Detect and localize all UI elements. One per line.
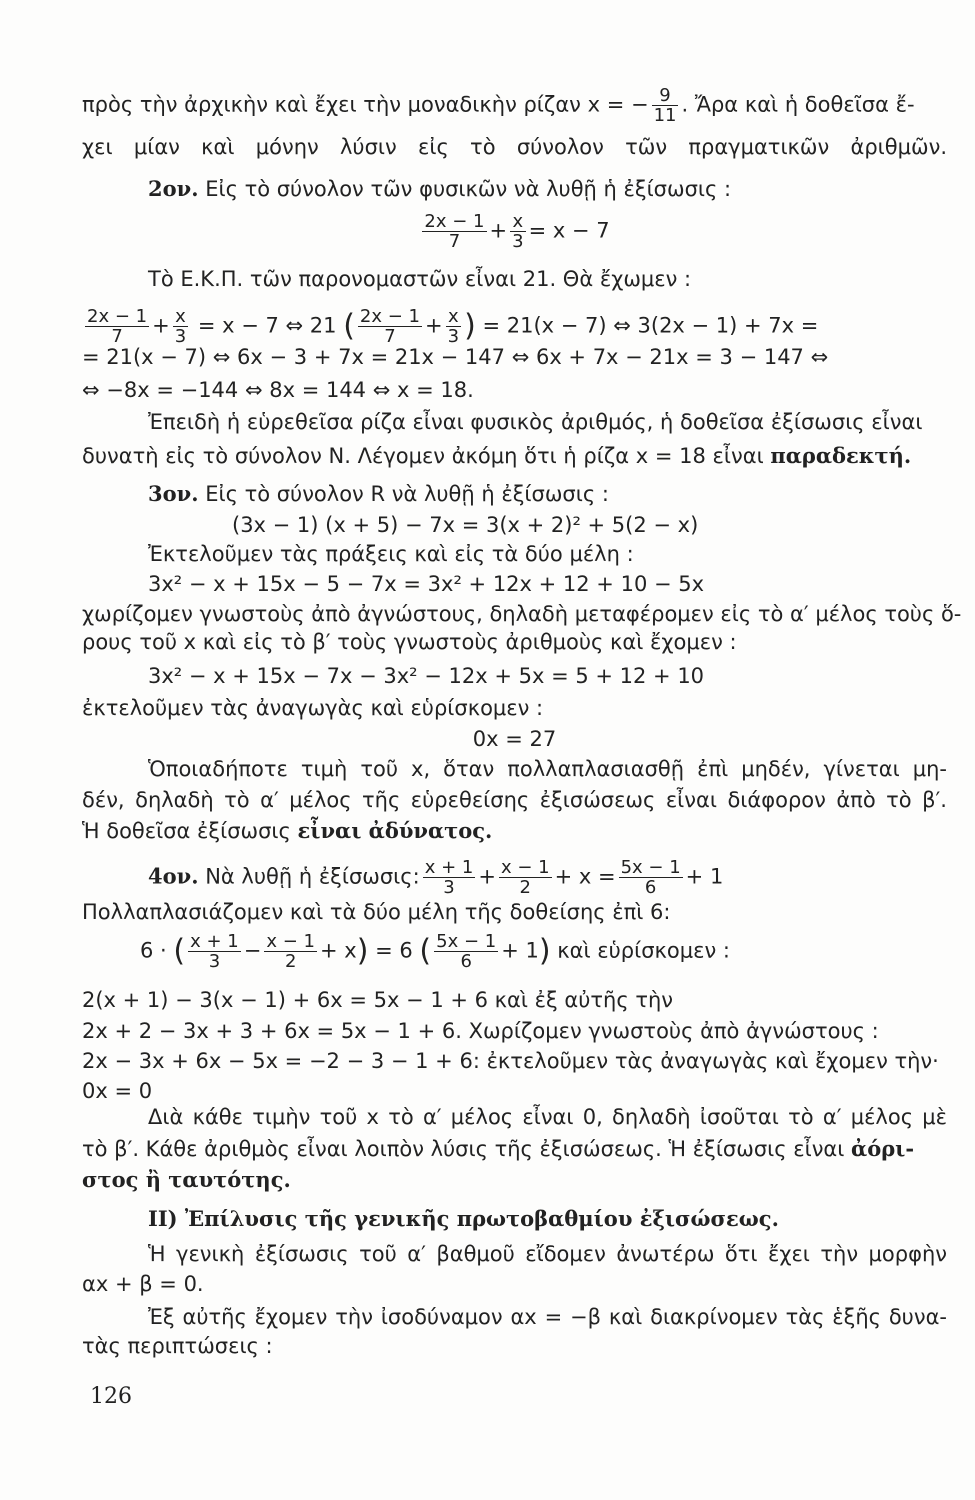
page-number: 126 — [90, 1384, 132, 1409]
section-4-heading: 4ον. Νὰ λυθῇ ἡ ἐξίσωσις: $\frac{x + 1}{3}$ + $\frac{x - 1}{2}$ + x = $\frac{5x - 1}{6}$ + 1 — [148, 857, 724, 898]
equation: 2x − 3x + 6x − 5x = −2 − 3 − 1 + 6: ἐκτελοῦμεν τὰς ἀναγωγὰς καὶ ἔχομεν τὴν· — [82, 1049, 939, 1073]
equation: $\frac{2x - 1}{7}$ + $\frac{x}{3}$ = x − 7 ⇔ 21 ( $\frac{2x - 1}{7}$ + $\frac{x}{3}$ ) = 21(x − 7) ⇔ 3(2x − 1) + 7x = — [87, 306, 819, 347]
text-line: τὰς περιπτώσεις : — [82, 1334, 273, 1358]
section-II-heading: II) Ἐπίλυσις τῆς γενικῆς πρωτοβαθμίου ἐξισώσεως. — [148, 1206, 779, 1231]
equation: (3x − 1) (x + 5) − 7x = 3(x + 2)² + 5(2 − x) — [232, 513, 699, 537]
text-line: ρους τοῦ x καὶ εἰς τὸ β′ τοὺς γνωστοὺς ἀριθμοὺς καὶ ἔχομεν : — [82, 630, 737, 654]
text-line: χει μίαν καὶ μόνην λύσιν εἰς τὸ σύνολον τῶν πραγματικῶν ἀριθμῶν. — [82, 135, 947, 159]
equation: 2x + 2 − 3x + 3 + 6x = 5x − 1 + 6. Χωρίζομεν γνωστοὺς ἀπὸ ἀγνώστους : — [82, 1019, 879, 1043]
equation: $\frac{2x - 1}{7}$ + $\frac{x}{3}$ = x − 7 — [424, 211, 610, 252]
text-line: χωρίζομεν γνωστοὺς ἀπὸ ἀγνώστους, δηλαδὴ μεταφέρομεν εἰς τὸ α′ μέλος τοὺς ὅ- — [82, 602, 962, 626]
text-line: στος ἢ ταυτότης. — [82, 1167, 291, 1192]
text-line: Ἡ γενικὴ ἐξίσωσις τοῦ α′ βαθμοῦ εἴδομεν ἀνωτέρω ὅτι ἔχει τὴν μορφὴν — [148, 1242, 947, 1266]
text-line: δυνατὴ εἰς τὸ σύνολον N. Λέγομεν ἀκόμη ὅτι ἡ ρίζα x = 18 εἶναι παραδεκτή. — [82, 443, 912, 468]
section-2-heading: 2ον. Εἰς τὸ σύνολον τῶν φυσικῶν νὰ λυθῇ ἡ ἐξίσωσις : — [148, 176, 732, 201]
text-line: Ἐξ αὐτῆς ἔχομεν τὴν ἰσοδύναμον αx = −β καὶ διακρίνομεν τὰς ἑξῆς δυνα- — [148, 1305, 947, 1329]
equation: = 21(x − 7) ⇔ 6x − 3 + 7x = 21x − 147 ⇔ 6x + 7x − 21x = 3 − 147 ⇔ — [82, 345, 829, 369]
text-line: Ἐπειδὴ ἡ εὑρεθεῖσα ρίζα εἶναι φυσικὸς ἀριθμός, ἡ δοθεῖσα ἐξίσωσις εἶναι — [148, 410, 923, 434]
text-line: ἐκτελοῦμεν τὰς ἀναγωγὰς καὶ εὑρίσκομεν : — [82, 696, 544, 720]
equation: 0x = 0 — [82, 1079, 153, 1103]
equation: ⇔ −8x = −144 ⇔ 8x = 144 ⇔ x = 18. — [82, 378, 474, 402]
text-line: Ἡ δοθεῖσα ἐξίσωσις εἶναι ἀδύνατος. — [82, 818, 493, 843]
text-line: Τὸ Ε.Κ.Π. τῶν παρονομαστῶν εἶναι 21. Θὰ ἔχωμεν : — [148, 267, 692, 291]
text-line: Ἐκτελοῦμεν τὰς πράξεις καὶ εἰς τὰ δύο μέλη : — [148, 542, 634, 566]
text-line: δέν, δηλαδὴ τὸ α′ μέλος τῆς εὑρεθείσης ἐξισώσεως εἶναι διάφορον ἀπὸ τὸ β′. — [82, 788, 947, 812]
text-line: πρὸς τὴν ἀρχικὴν καὶ ἔχει τὴν μοναδικὴν ρίζαν x = − $\frac{9}{11}$ . Ἄρα καὶ ἡ δοθεῖσα ἔ- — [82, 85, 915, 126]
equation: 0x = 27 — [472, 727, 557, 751]
equation: 3x² − x + 15x − 7x − 3x² − 12x + 5x = 5 + 12 + 10 — [148, 664, 705, 688]
text-line: τὸ β′. Κάθε ἀριθμὸς εἶναι λοιπὸν λύσις τῆς ἐξισώσεως. Ἡ ἐξίσωσις εἶναι ἀόρι- — [82, 1136, 915, 1161]
equation: 3x² − x + 15x − 5 − 7x = 3x² + 12x + 12 + 10 − 5x — [148, 572, 705, 596]
text-line: Διὰ κάθε τιμὴν τοῦ x τὸ α′ μέλος εἶναι 0, δηλαδὴ ἰσοῦται τὸ α′ μέλος μὲ — [148, 1105, 947, 1129]
equation: 6 · ( $\frac{x + 1}{3}$ − $\frac{x - 1}{2}$ + x) = 6 ( $\frac{5x - 1}{6}$ + 1) καὶ εὑρίσκομεν : — [140, 931, 730, 972]
text-line: Πολλαπλασιάζομεν καὶ τὰ δύο μέλη τῆς δοθείσης ἐπὶ 6: — [82, 900, 671, 924]
text-line: αx + β = 0. — [82, 1272, 204, 1296]
equation: 2(x + 1) − 3(x − 1) + 6x = 5x − 1 + 6 καὶ ἐξ αὐτῆς τὴν — [82, 988, 674, 1012]
section-3-heading: 3ον. Εἰς τὸ σύνολον R νὰ λυθῇ ἡ ἐξίσωσις : — [148, 481, 609, 506]
fraction: $\frac{9}{11}$ — [653, 85, 677, 126]
text-line: Ὁποιαδήποτε τιμὴ τοῦ x, ὅταν πολλαπλασιασθῇ ἐπὶ μηδέν, γίνεται μη- — [148, 757, 947, 781]
